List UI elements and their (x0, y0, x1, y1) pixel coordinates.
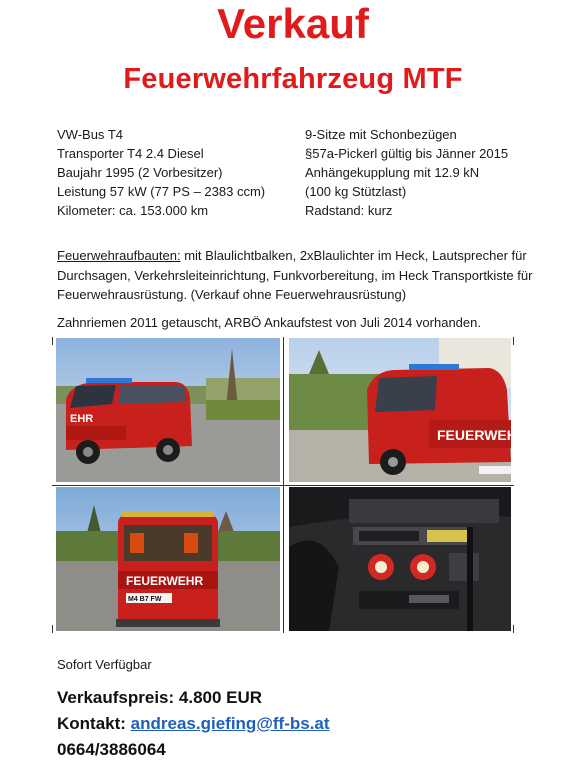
photo-rear-plate: M4 B7 FW (128, 596, 162, 603)
specs-right (305, 125, 508, 220)
grid-divider-horizontal (52, 485, 514, 486)
spec-towbar-load: (100 kg Stützlast) (305, 184, 407, 199)
photo-rear-label: FEUERWEHR (126, 574, 204, 588)
corner-mark (52, 625, 53, 633)
photo-grid (52, 337, 527, 633)
equipment-text: mit Blaulichtbalken, 2xBlaulichter im Heck, Lautsprecher für Durchsagen, Verkehrsleiteinrichtung, Funkvorbereitung, im Heck Transportkiste für Feuerwehrausrüstung. (Verkauf ohne Feuerwehrausrüstung) (57, 248, 533, 302)
spec-engine: Transporter T4 2.4 Diesel (57, 146, 204, 161)
contact-email-link[interactable]: andreas.giefing@ff-bs.at (130, 714, 330, 733)
page-subtitle: Feuerwehrfahrzeug MTF (123, 63, 463, 95)
corner-mark (52, 337, 53, 345)
spec-mileage: Kilometer: ca. 153.000 km (57, 203, 209, 218)
spec-inspection: §57a-Pickerl gültig bis Jänner 2015 (305, 146, 509, 161)
maintenance-note: Zahnriemen 2011 getauscht, ARBÖ Ankaufstest von Juli 2014 vorhanden. (57, 315, 481, 330)
photo-front-left (56, 338, 280, 482)
contact-label: Kontakt: (57, 714, 131, 733)
sale-price: Verkaufspreis: 4.800 EUR (57, 688, 263, 707)
photo-front-right (289, 338, 527, 482)
spec-wheelbase: Radstand: kurz (305, 203, 393, 218)
spec-model: VW-Bus T4 (57, 127, 123, 142)
spec-seats: 9-Sitze mit Schonbezügen (305, 127, 457, 142)
contact-phone: 0664/3886064 (57, 740, 166, 759)
corner-mark (513, 625, 514, 633)
page-title: Verkauf (217, 0, 369, 47)
spec-year: Baujahr 1995 (2 Vorbesitzer) (57, 165, 223, 180)
photo-interior (289, 487, 511, 631)
spec-towbar: Anhängekupplung mit 12.9 kN (305, 165, 480, 180)
photo-rear (56, 487, 280, 631)
photo-front-right-label: FEUERWEHR (437, 427, 527, 443)
corner-mark (513, 337, 514, 345)
specs-left (57, 125, 265, 220)
spec-power: Leistung 57 kW (77 PS – 2383 ccm) (57, 184, 266, 199)
svg-text:EHR: EHR (70, 413, 94, 425)
equipment-label: Feuerwehraufbauten: (57, 248, 181, 263)
contact-line (57, 714, 330, 734)
equipment-paragraph (57, 246, 537, 305)
availability-note: Sofort Verfügbar (57, 657, 152, 672)
